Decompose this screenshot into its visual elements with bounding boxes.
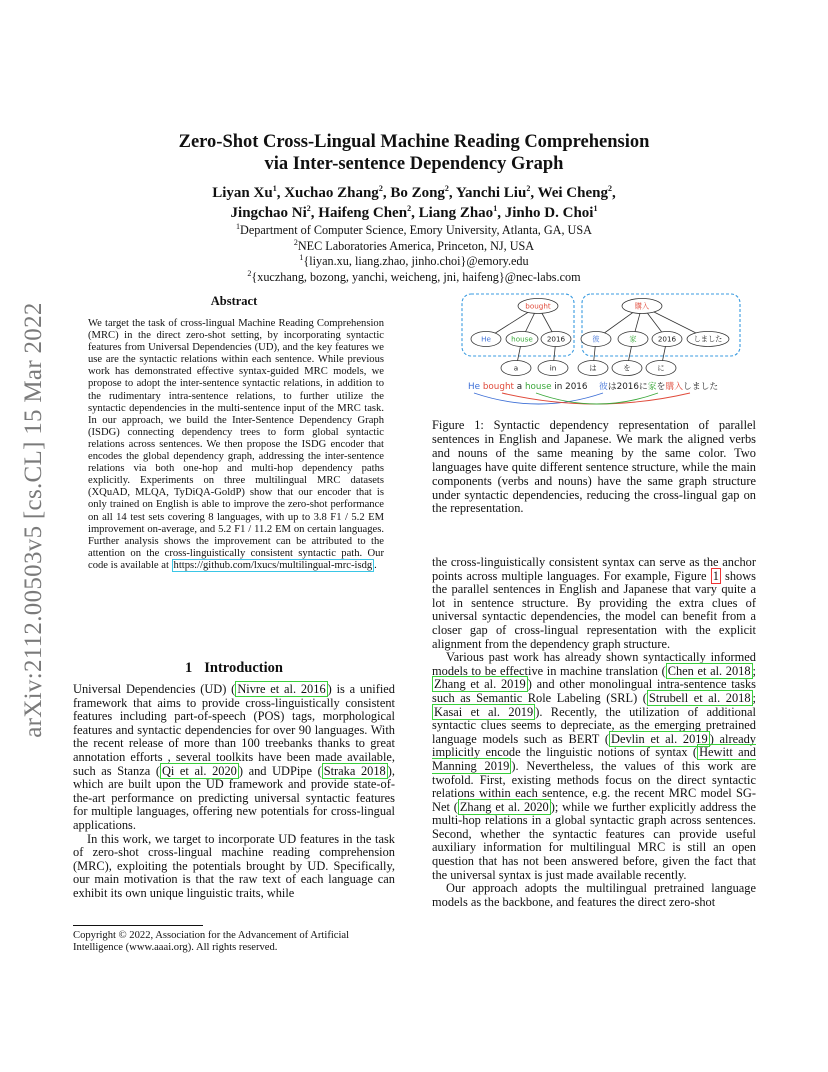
figure-caption: Figure 1: Syntactic dependency representation of parallel sentences in English and Japanese. We mark the aligned verbs and nouns of the same meaning by the same color. Two languages have quite different sentence structure, while the main components (verbs and nouns) have the same graph structure under syntactic dependencies, reducing the cross-lingual gap on the representation. xyxy=(432,418,756,516)
en-node-label: in xyxy=(549,363,557,373)
arxiv-identifier: arXiv:2112.00503v5 [cs.CL] 15 Mar 2022 xyxy=(20,302,47,738)
affiliation-line: $^1${liyan.xu, liang.zhao, jinho.choi}@emory.edu xyxy=(299,252,529,268)
affiliation-line: $^1$Department of Computer Science, Emory University, Atlanta, GA, USA xyxy=(236,221,592,237)
ja-root-node-label: 購入 xyxy=(634,301,650,311)
paragraph: Universal Dependencies (UD) ( Nivre et al. 2016 ) is a unified framework that aims to provide cross-linguistically consistent features including part-of-speech (POS) tags, morphological features and syntactic dependencies for over 90 languages. With the recent release of more than 100 treebanks thanks to great annotation efforts , several toolkits have been made available, such as Stanza ( Qi et al. 2020 ) and UDPipe ( Straka 2018 ), which are built upon the UD framework and provide state-of-the-art performance on predicting universal syntactic features for multiple languages, offering new potentials for cross-lingual applications. xyxy=(73,682,396,832)
affiliations xyxy=(120,223,708,285)
ja-node-label: 家 xyxy=(629,334,637,344)
affiliation-line: $^2$NEC Laboratories America, Princeton, NJ, USA xyxy=(293,237,535,253)
dependency-nodes xyxy=(471,299,729,376)
citation-link[interactable]: Straka 2018 xyxy=(323,763,386,778)
ja-node-label: は xyxy=(589,363,597,373)
introduction-right-column xyxy=(432,556,756,909)
figure-dependency-graph xyxy=(456,290,746,408)
copyright-notice: Copyright © 2022, Association for the Advancement of Artificial Intelligence (www.aaai.org). All rights reserved. xyxy=(73,930,350,954)
author-name: Liang Zhao$^1$ xyxy=(418,204,498,221)
abstract-heading: Abstract xyxy=(210,294,258,308)
author-name: Jinho D. Choi$^1$ xyxy=(504,204,598,221)
en-node-label: 2016 xyxy=(546,334,566,344)
ja-node-label: を xyxy=(623,363,631,373)
ja-node-label: 彼 xyxy=(592,334,600,344)
footnote-rule xyxy=(73,925,203,926)
author-name: Yanchi Liu$^2$ xyxy=(455,184,531,201)
paper-title: Zero-Shot Cross-Lingual Machine Reading Comprehension via Inter-sentence Dependency Graph xyxy=(178,132,650,174)
sentence-group-boxes xyxy=(462,294,740,356)
citation-link[interactable]: Chen et al. 2018 xyxy=(667,663,751,678)
alignment-arcs xyxy=(474,393,690,404)
citation-link[interactable]: Kasai et al. 2019 xyxy=(434,704,534,719)
ja-node-label: に xyxy=(657,363,665,373)
paragraph: In this work, we target to incorporate UD features in the task of zero-shot cross-lingual machine reading comprehension (MRC), exploiting the potentials brought by UD. Specifically, our main motivation is that the raw text of each language can exhibit its own unique linguistic traits, while xyxy=(73,831,395,900)
code-url-link[interactable]: https://github.com/lxucs/multilingual-mrc-isdg xyxy=(173,559,373,571)
citation-link[interactable]: Hewitt and Manning 2019 xyxy=(432,745,756,773)
paragraph: Various past work has already shown syntactically informed models to be effective in machine translation ( Chen et al. 2018 ; Zhang et al. 2019 ) and other monolingual intra-sentence tasks such as Semantic Role Labeling (SRL) ( Strubell et al. 2018 ; Kasai et al. 2019 ). Recently, the utilization of additional syntactic clues seems to depreciate, as the emerging pretrained language models such as BERT ( Devlin et al. 2019 ) already implicitly encode the linguistic notions of syntax ( Hewitt and Manning 2019 ). Nevertheless, the values of this work are twofold. First, existing methods focus on the direct syntactic relations within each sentence, e.g. the recent MRC model SG-Net ( Zhang et al. 2020 ); while we further explicitly address the multi-hop relations in a global syntactic graph across sentences. Second, whether the syntactic features can provide useful auxiliary information for multilingual MRC is still an open question that has not been answered before, given the fact that the universal syntax is just made available recently. xyxy=(432,650,757,882)
author-name: Haifeng Chen$^2$ xyxy=(318,204,412,221)
citation-link[interactable]: Qi et al. 2020 xyxy=(161,763,237,778)
author-name: Wei Cheng$^2$ xyxy=(537,184,612,201)
author-name: Jingchao Ni$^2$ xyxy=(230,204,311,221)
en-node-label: house xyxy=(511,334,533,344)
parallel-sentences xyxy=(468,380,718,392)
author-name: Liyan Xu$^1$ xyxy=(212,184,277,201)
ja-node-label: しました xyxy=(693,334,723,344)
paragraph: Our approach adopts the multilingual pretrained language models as the backbone, and features the direct zero-shot xyxy=(432,881,756,909)
citation-link[interactable]: Zhang et al. 2019 xyxy=(434,677,526,692)
citation-link[interactable]: Strubell et al. 2018 xyxy=(648,690,751,705)
alignment-arc xyxy=(474,393,603,404)
paragraph: the cross-linguistically consistent syntax can serve as the anchor points across multiple languages. For example, Figure 1 shows the parallel sentences in English and Japanese that vary quite a lot in sentence structure. By providing the extra clues of universal syntactic dependencies, the model can benefit from a closer gap of cross-lingual representation with the explicit alignment from the dependency graph structure. xyxy=(432,555,756,651)
figure-reference-link[interactable]: 1 xyxy=(712,568,719,583)
en-node-label: a xyxy=(513,363,519,373)
abstract-text: We target the task of cross-lingual Machine Reading Comprehension (MRC) in the direct zero-shot setting, by incorporating syntactic features from Universal Dependencies (UD), and the key features we use are the syntactic relations within each sentence. While previous work has demonstrated effective syntax-guided MRC models, we propose to adopt the inter-sentence syntactic relations, in addition to the rudimentary intra-sentence relations, to further utilize the syntactic dependencies in the multi-sentence input of the MRC task. In our approach, we build the Inter-Sentence Dependency Graph (ISDG) connecting dependency trees to form global syntactic relations across sentences. We then propose the ISDG encoder that encodes the global dependency graph, addressing the inter-sentence relations via both one-hop and multi-hop dependency paths explicitly. Experiments on three multilingual MRC datasets (XQuAD, MLQA, TyDiQA-GoldP) show that our encoder that is only trained on English is able to improve the zero-shot performance on all 14 test sets covering 8 languages, with up to 3.8 F1 / 5.2 EM improvement on-average, and 5.2 F1 / 11.2 EM on certain languages. Further analysis shows the improvement can be attributed to the attention on the cross-linguistically consistent syntactic path. Our code is available at https://github.com/lxucs/multilingual-mrc-isdg . xyxy=(88,318,384,571)
en-root-node-label: bought xyxy=(525,301,551,311)
author-name: Xuchao Zhang$^2$ xyxy=(284,184,383,201)
author-name: Bo Zong$^2$ xyxy=(390,184,449,201)
english-sentence: He bought a house in 2016 xyxy=(468,382,588,392)
japanese-sentence: 彼は2016に家を購入しました xyxy=(599,382,719,392)
introduction-left-column xyxy=(73,683,395,901)
alignment-arc xyxy=(502,393,690,404)
dependency-graph-svg xyxy=(456,290,746,408)
ja-node-label: 2016 xyxy=(657,334,677,344)
affiliation-line: $^2${xuczhang, bozong, yanchi, weicheng, jni, haifeng}@nec-labs.com xyxy=(247,268,581,284)
citation-link[interactable]: Nivre et al. 2016 xyxy=(237,682,326,696)
section-heading-introduction: 1 Introduction xyxy=(185,660,283,676)
en-node-label: He xyxy=(481,334,491,344)
citation-link[interactable]: Zhang et al. 2020 xyxy=(459,799,549,814)
author-list: Liyan Xu$^1$, Xuchao Zhang$^2$, Bo Zong$^2$, Yanchi Liu$^2$, Wei Cheng$^2$, Jingchao Ni$^2$, Haifeng Chen$^2$, Liang Zhao$^1$, Jinho D. Choi$^1$ xyxy=(212,184,616,221)
citation-link[interactable]: Devlin et al. 2019 xyxy=(611,731,708,746)
